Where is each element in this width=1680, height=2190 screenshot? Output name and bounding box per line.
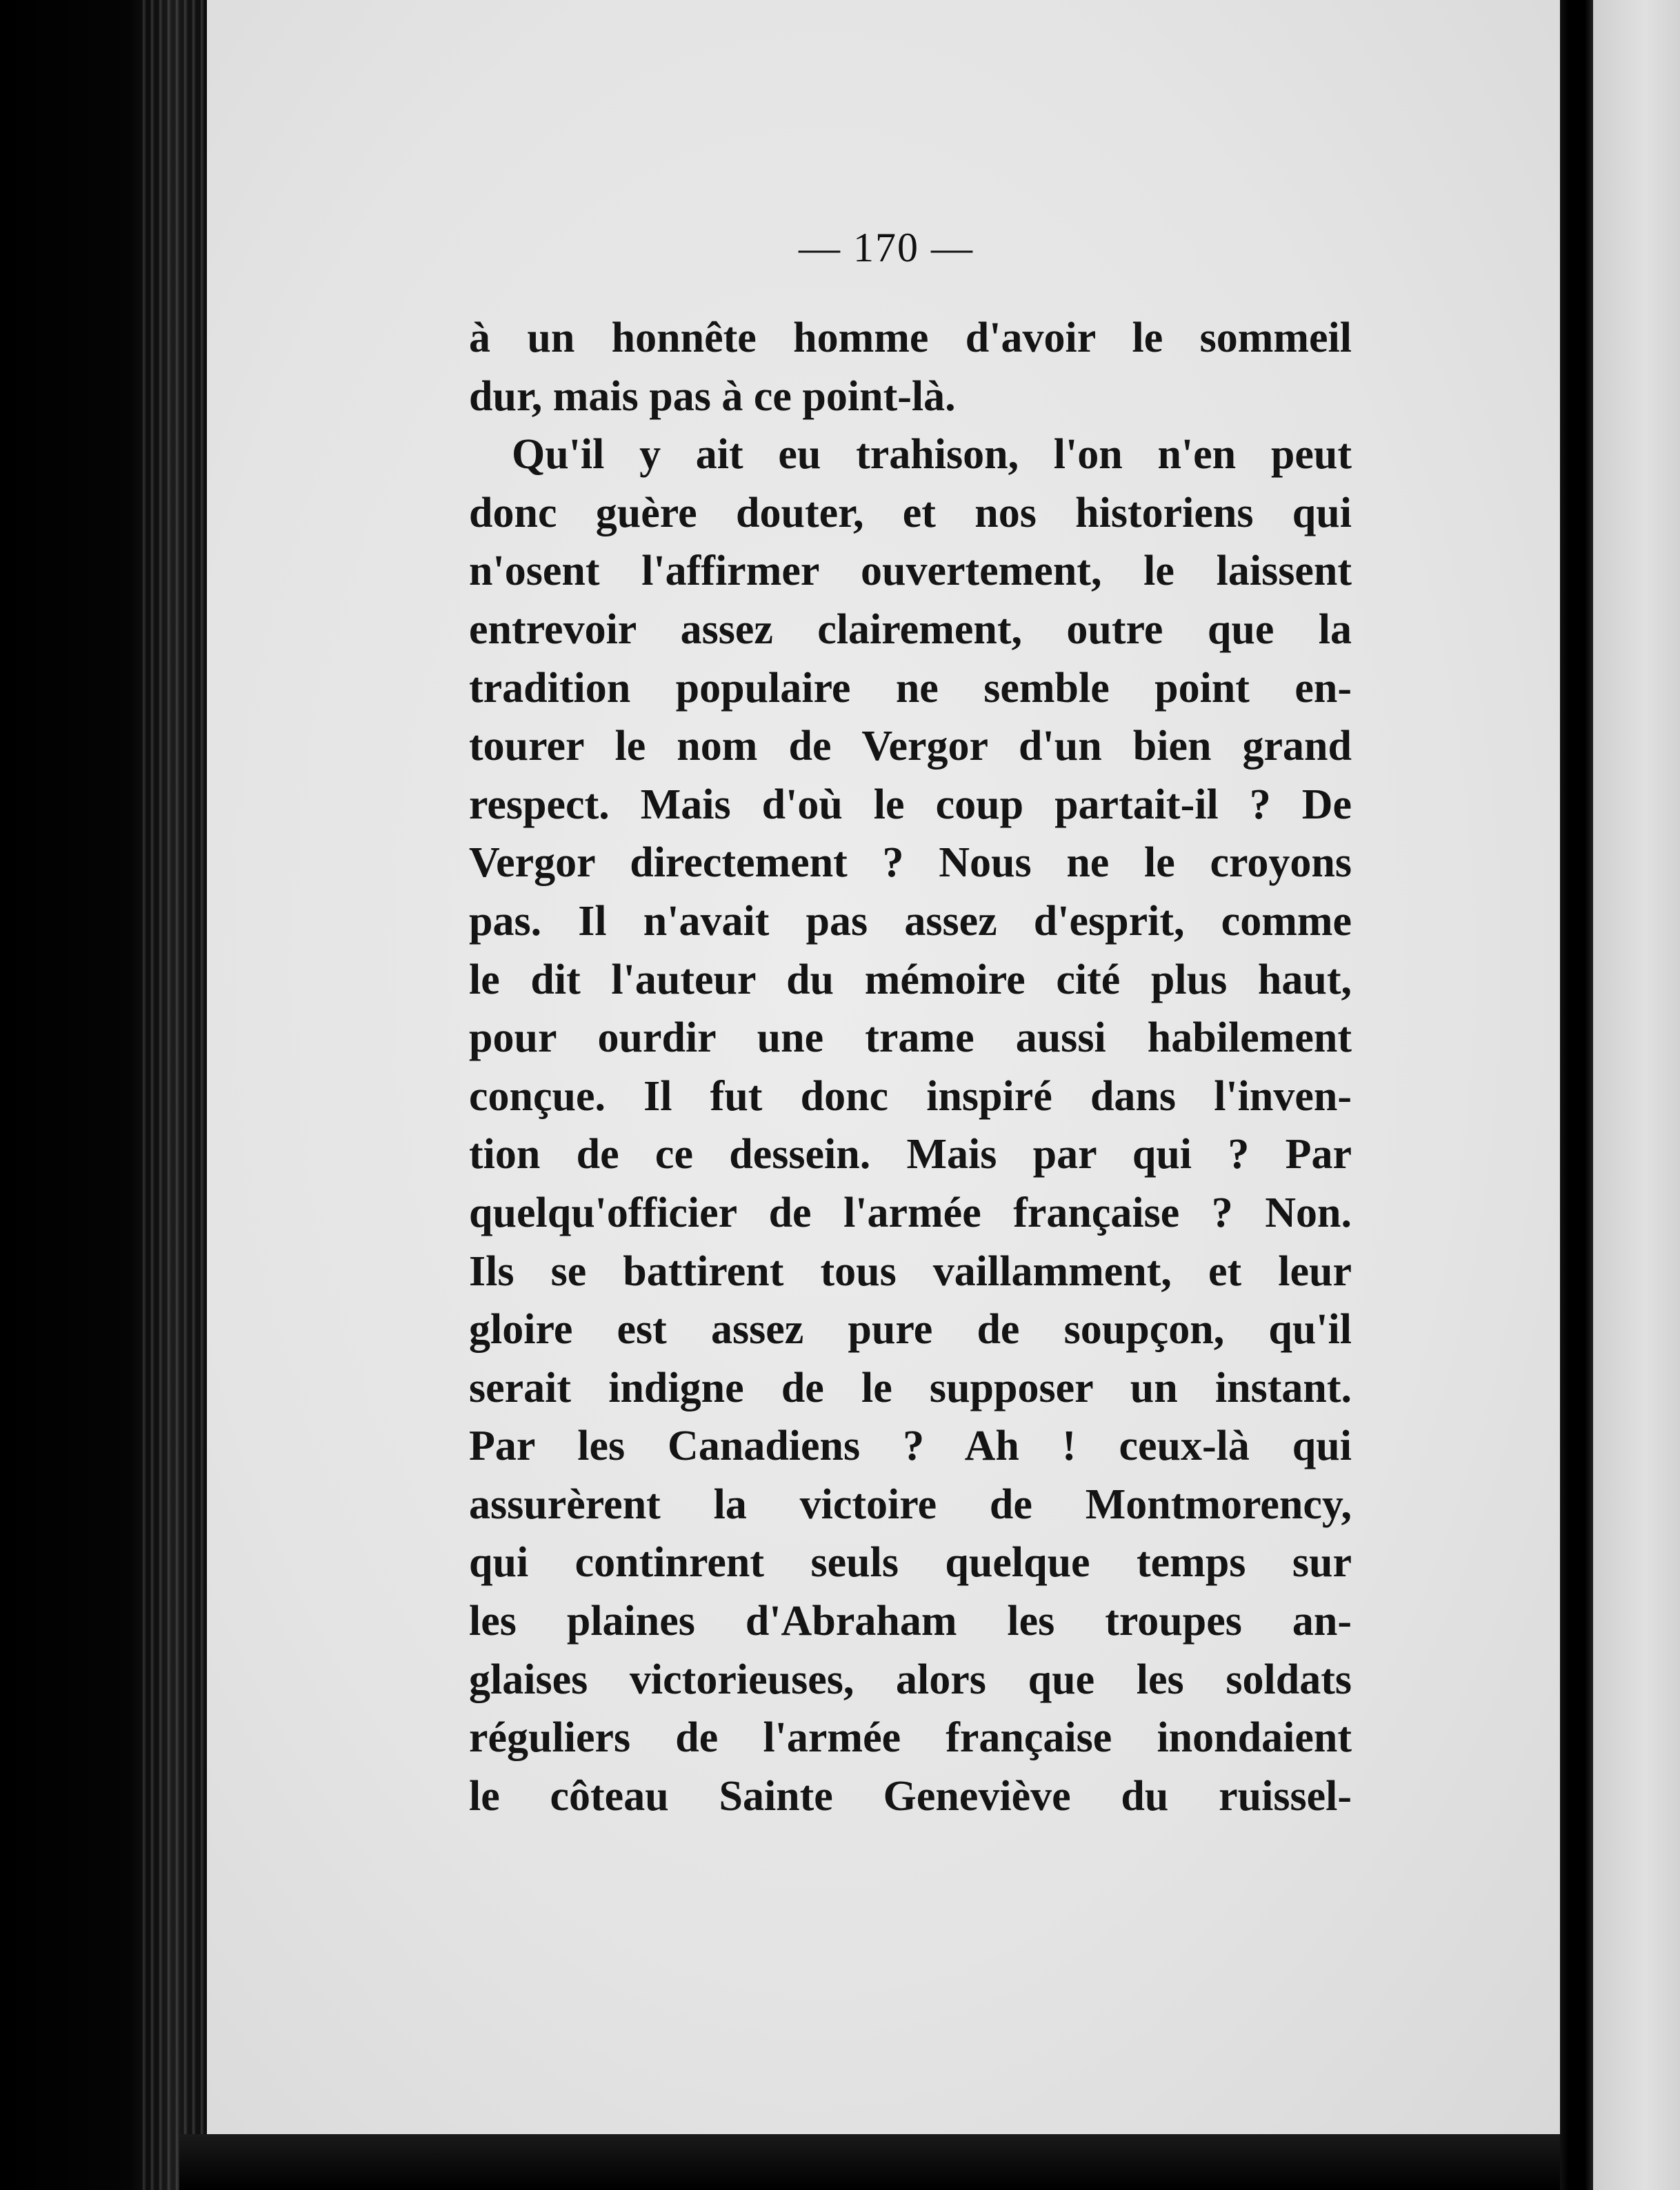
text-line: le côteau Sainte Geneviève du ruissel- — [469, 1772, 1352, 1820]
leaf-divider — [1560, 0, 1593, 2190]
text-line: gloire est assez pure de soupçon, qu'il — [469, 1306, 1352, 1354]
next-page-edge — [1593, 0, 1680, 2190]
text-line: entrevoir assez clairement, outre que la — [469, 605, 1352, 653]
text-line: tradition populaire ne semble point en- — [469, 664, 1352, 712]
text-line: Ils se battirent tous vaillamment, et leur — [469, 1247, 1352, 1295]
text-line: pour ourdir une trame aussi habilement — [469, 1014, 1352, 1062]
text-line: quelqu'officier de l'armée française ? Non. — [469, 1189, 1352, 1236]
text-line: serait indigne de le supposer un instant. — [469, 1364, 1352, 1412]
text-line: glaises victorieuses, alors que les soldats — [469, 1656, 1352, 1703]
text-line: pas. Il n'avait pas assez d'esprit, comme — [469, 897, 1352, 945]
text-line: n'osent l'affirmer ouvertement, le laissent — [469, 548, 1352, 595]
body-text — [469, 309, 1352, 1825]
text-line: Par les Canadiens ? Ah ! ceux-là qui — [469, 1423, 1352, 1470]
text-line: conçue. Il fut donc inspiré dans l'inven- — [469, 1072, 1352, 1120]
text-line: tion de ce dessein. Mais par qui ? Par — [469, 1131, 1352, 1178]
text-line: les plaines d'Abraham les troupes an- — [469, 1598, 1352, 1645]
text-line: Qu'il y ait eu trahison, l'on n'en peut — [512, 431, 1352, 479]
text-line: à un honnête homme d'avoir le sommeil — [469, 314, 1352, 361]
text-line: dur, mais pas à ce point-là. — [469, 372, 956, 420]
page-edge-stack — [138, 0, 214, 2190]
page-bottom-edge — [179, 2134, 1579, 2190]
text-line: respect. Mais d'où le coup partait-il ? De — [469, 781, 1352, 828]
page-number: — 170 — — [799, 225, 974, 270]
text-line: réguliers de l'armée française inondaient — [469, 1714, 1352, 1762]
text-line: assurèrent la victoire de Montmorency, — [469, 1480, 1352, 1528]
text-line: le dit l'auteur du mémoire cité plus haut, — [469, 956, 1352, 1003]
text-line: Vergor directement ? Nous ne le croyons — [469, 839, 1352, 887]
text-line: donc guère douter, et nos historiens qui — [469, 489, 1352, 536]
text-line: qui continrent seuls quelque temps sur — [469, 1539, 1352, 1587]
text-line: tourer le nom de Vergor d'un bien grand — [469, 723, 1352, 770]
